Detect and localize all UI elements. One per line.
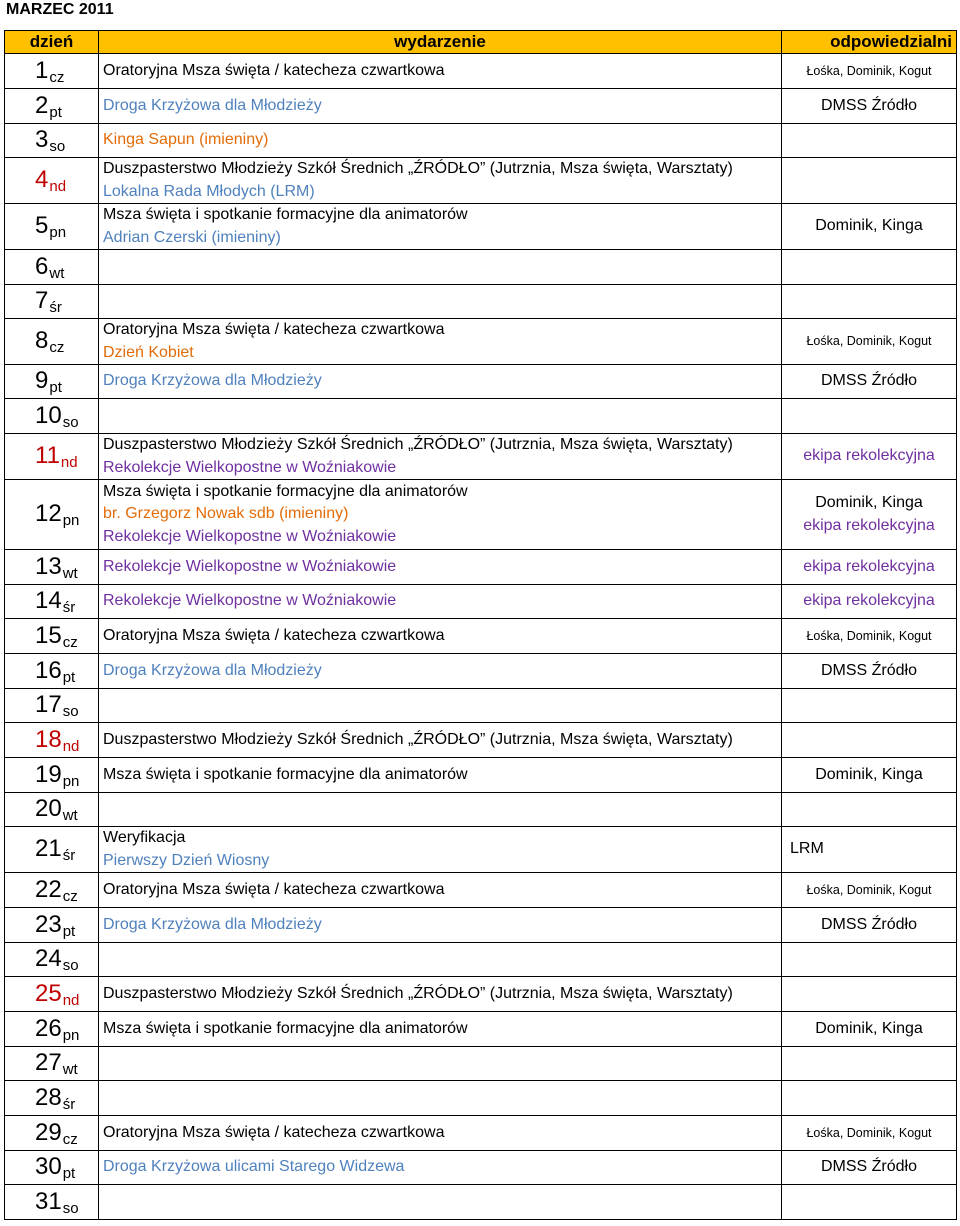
table-row — [5, 319, 957, 365]
table-row — [5, 977, 957, 1012]
day-cell — [5, 1047, 99, 1081]
responsible-cell — [782, 250, 957, 285]
responsible-line: Łośka, Dominik, Kogut — [806, 63, 932, 78]
responsible-line: DMSS Źródło — [820, 96, 918, 114]
responsible-cell — [782, 204, 957, 250]
day-number: 31 — [35, 1187, 62, 1215]
day-cell — [5, 585, 99, 619]
event-cell — [99, 285, 782, 319]
day-abbrev: nd — [60, 454, 78, 471]
event-line: Oratoryjna Msza święta / katecheza czwartkowa — [103, 1123, 445, 1141]
event-cell — [99, 204, 782, 250]
day-number: 16 — [35, 656, 62, 684]
responsible-cell — [782, 723, 957, 758]
responsible-line: Łośka, Dominik, Kogut — [806, 1125, 932, 1140]
day-cell — [5, 977, 99, 1012]
day-abbrev: wt — [62, 564, 78, 582]
responsible-line: Łośka, Dominik, Kogut — [806, 882, 932, 897]
responsible-line: Dominik, Kinga — [815, 1019, 923, 1037]
day-abbrev: śr — [49, 299, 62, 316]
responsible-line: Dominik, Kinga — [815, 217, 923, 235]
day-number: 29 — [35, 1118, 62, 1146]
day-number: 12 — [35, 500, 62, 527]
calendar-table — [4, 30, 957, 1220]
day-abbrev: pn — [62, 1026, 80, 1044]
event-cell — [99, 550, 782, 585]
responsible-cell — [782, 827, 957, 873]
day-number: 24 — [35, 945, 62, 972]
event-line: Msza święta i spotkanie formacyjne dla animatorów — [103, 482, 468, 500]
day-abbrev: so — [62, 957, 79, 974]
responsible-cell — [782, 1012, 957, 1047]
day-cell — [5, 250, 99, 285]
event-cell — [99, 399, 782, 434]
responsible-line: DMSS Źródło — [820, 1158, 918, 1176]
day-number: 1 — [35, 56, 49, 84]
event-line: Droga Krzyżowa ulicami Starego Widzewa — [103, 1158, 405, 1176]
day-number: 7 — [35, 287, 49, 314]
day-abbrev: so — [62, 413, 79, 431]
day-cell — [5, 689, 99, 723]
day-cell — [5, 550, 99, 585]
day-cell — [5, 204, 99, 250]
header-day: dzień — [5, 31, 99, 54]
day-cell — [5, 723, 99, 758]
event-line: Droga Krzyżowa dla Młodzieży — [103, 372, 322, 390]
day-abbrev: cz — [62, 1130, 78, 1148]
table-row — [5, 1012, 957, 1047]
event-line: Droga Krzyżowa dla Młodzieży — [103, 661, 322, 679]
event-line: Msza święta i spotkanie formacyjne dla animatorów — [103, 765, 468, 783]
day-cell — [5, 54, 99, 89]
day-abbrev: wt — [49, 264, 65, 282]
header-row — [5, 31, 957, 54]
responsible-cell — [782, 124, 957, 158]
day-number: 30 — [35, 1153, 62, 1180]
day-cell — [5, 873, 99, 908]
event-cell — [99, 1151, 782, 1185]
responsible-line: Dominik, Kinga — [815, 765, 923, 783]
table-row — [5, 250, 957, 285]
day-cell — [5, 793, 99, 827]
day-cell — [5, 654, 99, 689]
day-abbrev: pn — [49, 224, 67, 241]
day-cell — [5, 619, 99, 654]
day-number: 23 — [35, 910, 62, 938]
event-line: Rekolekcje Wielkopostne w Woźniakowie — [103, 592, 397, 610]
event-cell — [99, 793, 782, 827]
day-abbrev: so — [62, 1199, 79, 1217]
event-cell — [99, 480, 782, 550]
day-abbrev: śr — [62, 1095, 76, 1113]
day-cell — [5, 758, 99, 793]
event-cell — [99, 1116, 782, 1151]
day-abbrev: pn — [62, 772, 80, 790]
day-number: 20 — [35, 795, 62, 822]
table-row — [5, 1151, 957, 1185]
day-number: 28 — [35, 1083, 62, 1111]
responsible-cell — [782, 873, 957, 908]
table-row — [5, 204, 957, 250]
responsible-line: ekipa rekolekcyjna — [803, 516, 935, 534]
event-cell — [99, 54, 782, 89]
day-number: 3 — [35, 126, 49, 153]
event-cell — [99, 158, 782, 204]
table-row — [5, 550, 957, 585]
table-row — [5, 793, 957, 827]
table-row — [5, 480, 957, 550]
table-row — [5, 827, 957, 873]
table-row — [5, 1116, 957, 1151]
event-line: Pierwszy Dzień Wiosny — [103, 851, 270, 869]
day-number: 18 — [35, 725, 62, 753]
day-abbrev: pt — [49, 379, 62, 396]
event-line: Adrian Czerski (imieniny) — [103, 228, 281, 246]
responsible-cell — [782, 1185, 957, 1220]
day-number: 4 — [35, 166, 49, 193]
event-line: Rekolekcje Wielkopostne w Woźniakowie — [103, 557, 397, 575]
day-abbrev: pt — [62, 668, 76, 686]
event-cell — [99, 723, 782, 758]
table-row — [5, 1081, 957, 1116]
table-row — [5, 873, 957, 908]
responsible-cell — [782, 1081, 957, 1116]
day-abbrev: pt — [62, 922, 76, 940]
table-row — [5, 723, 957, 758]
responsible-cell — [782, 943, 957, 977]
table-row — [5, 585, 957, 619]
table-row — [5, 758, 957, 793]
header-responsible: odpowiedzialni — [782, 31, 957, 54]
responsible-line: Łośka, Dominik, Kogut — [806, 628, 932, 643]
table-row — [5, 619, 957, 654]
day-cell — [5, 943, 99, 977]
table-row — [5, 54, 957, 89]
day-abbrev: so — [49, 138, 66, 155]
table-row — [5, 654, 957, 689]
day-abbrev: so — [62, 703, 79, 720]
table-row — [5, 158, 957, 204]
event-line: Lokalna Rada Młodych (LRM) — [103, 182, 315, 200]
day-abbrev: nd — [62, 737, 80, 755]
responsible-line: LRM — [790, 840, 824, 858]
day-number: 6 — [35, 252, 49, 280]
responsible-line: Łośka, Dominik, Kogut — [806, 334, 932, 349]
responsible-cell — [782, 434, 957, 480]
day-number: 15 — [35, 621, 62, 649]
day-number: 9 — [35, 367, 49, 394]
day-abbrev: cz — [49, 339, 65, 356]
day-abbrev: cz — [62, 887, 78, 905]
event-cell — [99, 1081, 782, 1116]
responsible-line: DMSS Źródło — [820, 372, 918, 390]
day-cell — [5, 908, 99, 943]
responsible-cell — [782, 365, 957, 399]
event-line: Oratoryjna Msza święta / katecheza czwartkowa — [103, 880, 445, 898]
event-cell — [99, 89, 782, 124]
event-line: Weryfikacja — [103, 829, 186, 846]
event-line: Rekolekcje Wielkopostne w Woźniakowie — [103, 458, 397, 476]
event-cell — [99, 124, 782, 158]
day-number: 13 — [35, 552, 62, 580]
event-line: Kinga Sapun (imieniny) — [103, 131, 269, 149]
day-number: 22 — [35, 875, 62, 903]
day-cell — [5, 158, 99, 204]
event-line: br. Grzegorz Nowak sdb (imieniny) — [103, 505, 349, 523]
event-cell — [99, 434, 782, 480]
day-number: 19 — [35, 760, 62, 788]
event-cell — [99, 654, 782, 689]
event-line: Dzień Kobiet — [103, 343, 194, 361]
day-number: 10 — [35, 401, 62, 429]
day-abbrev: śr — [62, 599, 76, 616]
day-abbrev: cz — [62, 633, 78, 651]
day-abbrev: wt — [62, 807, 78, 824]
day-cell — [5, 89, 99, 124]
event-cell — [99, 689, 782, 723]
event-cell — [99, 585, 782, 619]
day-abbrev: nd — [62, 991, 80, 1009]
responsible-cell — [782, 89, 957, 124]
day-number: 17 — [35, 691, 62, 718]
table-row — [5, 285, 957, 319]
responsible-cell — [782, 654, 957, 689]
table-row — [5, 1047, 957, 1081]
table-row — [5, 908, 957, 943]
event-cell — [99, 758, 782, 793]
day-cell — [5, 1185, 99, 1220]
responsible-cell — [782, 689, 957, 723]
responsible-line: ekipa rekolekcyjna — [803, 447, 935, 465]
day-number: 21 — [35, 835, 62, 862]
day-number: 8 — [35, 327, 49, 354]
table-row — [5, 689, 957, 723]
responsible-line: ekipa rekolekcyjna — [803, 592, 935, 610]
event-line: Msza święta i spotkanie formacyjne dla animatorów — [103, 206, 468, 223]
event-line: Rekolekcje Wielkopostne w Woźniakowie — [103, 527, 397, 545]
day-cell — [5, 434, 99, 480]
event-line: Duszpasterstwo Młodzieży Szkół Średnich „ŹRÓDŁO” (Jutrznia, Msza święta, Warsztaty) — [103, 984, 733, 1002]
calendar-body — [5, 54, 957, 1220]
event-cell — [99, 827, 782, 873]
day-abbrev: pt — [62, 1165, 76, 1182]
responsible-cell — [782, 1116, 957, 1151]
responsible-cell — [782, 585, 957, 619]
day-number: 11 — [35, 442, 60, 469]
day-abbrev: śr — [62, 847, 76, 864]
day-abbrev: nd — [49, 178, 67, 195]
responsible-cell — [782, 158, 957, 204]
day-number: 2 — [35, 91, 49, 119]
responsible-cell — [782, 758, 957, 793]
day-cell — [5, 1012, 99, 1047]
event-line: Msza święta i spotkanie formacyjne dla animatorów — [103, 1019, 468, 1037]
event-cell — [99, 1047, 782, 1081]
event-cell — [99, 319, 782, 365]
responsible-line: Dominik, Kinga — [815, 494, 923, 511]
table-row — [5, 124, 957, 158]
responsible-cell — [782, 319, 957, 365]
responsible-cell — [782, 480, 957, 550]
responsible-cell — [782, 1047, 957, 1081]
event-line: Droga Krzyżowa dla Młodzieży — [103, 915, 322, 933]
day-abbrev: pt — [49, 103, 62, 121]
day-cell — [5, 1151, 99, 1185]
event-line: Duszpasterstwo Młodzieży Szkół Średnich „ŹRÓDŁO” (Jutrznia, Msza święta, Warsztaty) — [103, 436, 733, 453]
event-cell — [99, 619, 782, 654]
page-title: MARZEC 2011 — [6, 1, 114, 18]
table-row — [5, 943, 957, 977]
day-cell — [5, 319, 99, 365]
day-cell — [5, 365, 99, 399]
responsible-cell — [782, 793, 957, 827]
responsible-cell — [782, 550, 957, 585]
event-cell — [99, 908, 782, 943]
table-row — [5, 1185, 957, 1220]
day-cell — [5, 1081, 99, 1116]
day-abbrev: cz — [49, 68, 65, 86]
event-line: Duszpasterstwo Młodzieży Szkół Średnich „ŹRÓDŁO” (Jutrznia, Msza święta, Warsztaty) — [103, 730, 733, 748]
day-cell — [5, 285, 99, 319]
day-cell — [5, 827, 99, 873]
header-event: wydarzenie — [99, 31, 782, 54]
day-number: 5 — [35, 212, 49, 239]
day-number: 26 — [35, 1014, 62, 1042]
table-row — [5, 434, 957, 480]
event-cell — [99, 977, 782, 1012]
event-line: Oratoryjna Msza święta / katecheza czwartkowa — [103, 321, 445, 338]
event-cell — [99, 1012, 782, 1047]
event-line: Droga Krzyżowa dla Młodzieży — [103, 96, 322, 114]
day-cell — [5, 399, 99, 434]
responsible-line: ekipa rekolekcyjna — [803, 557, 935, 575]
event-cell — [99, 943, 782, 977]
responsible-line: DMSS Źródło — [820, 661, 918, 679]
day-cell — [5, 124, 99, 158]
event-line: Oratoryjna Msza święta / katecheza czwartkowa — [103, 61, 445, 79]
responsible-cell — [782, 1151, 957, 1185]
responsible-cell — [782, 977, 957, 1012]
responsible-cell — [782, 619, 957, 654]
table-row — [5, 89, 957, 124]
event-cell — [99, 873, 782, 908]
event-line: Duszpasterstwo Młodzieży Szkół Średnich „ŹRÓDŁO” (Jutrznia, Msza święta, Warsztaty) — [103, 160, 733, 177]
responsible-cell — [782, 399, 957, 434]
day-cell — [5, 480, 99, 550]
responsible-cell — [782, 54, 957, 89]
event-cell — [99, 1185, 782, 1220]
day-abbrev: wt — [62, 1061, 78, 1078]
responsible-cell — [782, 285, 957, 319]
day-number: 25 — [35, 979, 62, 1007]
day-number: 27 — [35, 1049, 62, 1076]
event-line: Oratoryjna Msza święta / katecheza czwartkowa — [103, 626, 445, 644]
event-cell — [99, 250, 782, 285]
day-number: 14 — [35, 587, 62, 614]
day-cell — [5, 1116, 99, 1151]
day-abbrev: pn — [62, 512, 80, 529]
table-row — [5, 399, 957, 434]
table-row — [5, 365, 957, 399]
event-cell — [99, 365, 782, 399]
responsible-line: DMSS Źródło — [820, 915, 918, 933]
responsible-cell — [782, 908, 957, 943]
